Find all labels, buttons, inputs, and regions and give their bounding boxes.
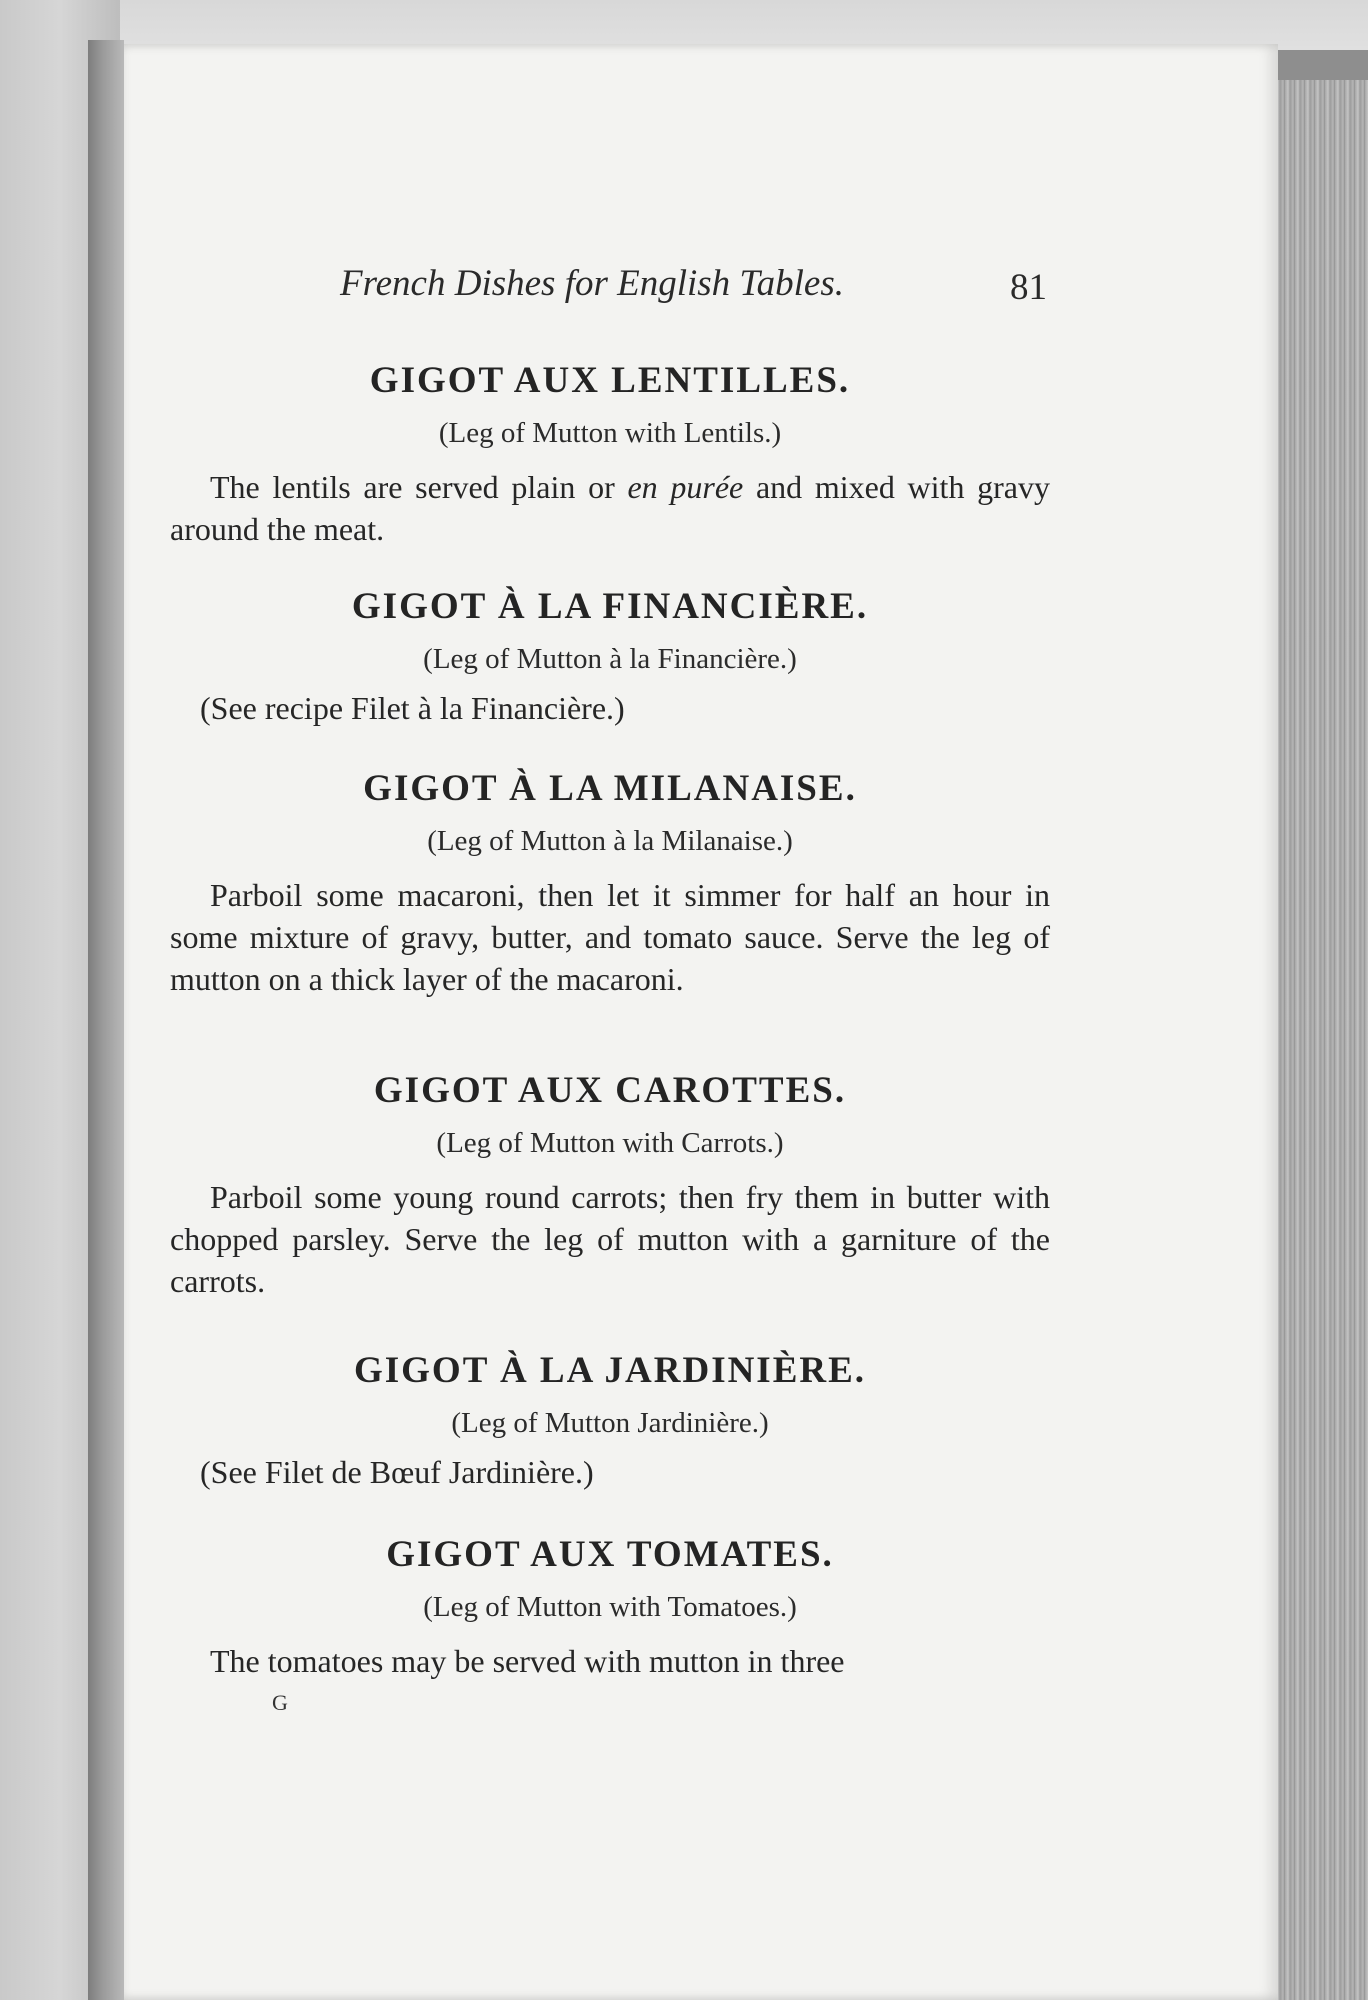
spine-shadow	[88, 40, 124, 2000]
recipe-body-text: The lentils are served plain or en purée and mixed with gravy around the meat.	[170, 469, 1051, 547]
recipe-subtitle: (Leg of Mutton à la Milanaise.)	[427, 825, 793, 857]
recipe-title: GIGOT À LA MILANAISE.	[363, 768, 857, 809]
recipe-note: (See recipe Filet à la Financière.)	[200, 690, 625, 726]
recipe-title: GIGOT AUX CAROTTES.	[373, 1070, 847, 1111]
recipe-gigot-a-la-jardiniere	[170, 1352, 1050, 1488]
italic-phrase: en purée	[627, 469, 744, 505]
recipe-title: GIGOT AUX LENTILLES.	[369, 360, 851, 401]
recipe-title: GIGOT AUX TOMATES.	[386, 1534, 834, 1575]
scan-border-top	[0, 0, 1368, 50]
book-page	[116, 44, 1278, 2000]
recipe-title: GIGOT À LA FINANCIÈRE.	[351, 586, 869, 627]
running-head: French Dishes for English Tables.	[340, 263, 844, 304]
recipe-body: Parboil some macaroni, then let it simmer for half an hour in some mixture of gravy, butter, and tomato sauce. Serve the leg of mutton on a thick layer of the macaroni.	[170, 877, 1050, 997]
recipe-gigot-a-la-financiere	[170, 588, 1050, 724]
recipe-title: GIGOT À LA JARDINIÈRE.	[353, 1350, 867, 1391]
recipe-body: The tomatoes may be served with mutton in three	[210, 1643, 845, 1679]
recipe-gigot-aux-carottes	[170, 1072, 1050, 1302]
signature-mark: G	[272, 1690, 288, 1715]
page-number: 81	[1010, 267, 1047, 308]
page-edges	[1275, 80, 1368, 2000]
recipe-gigot-aux-tomates	[170, 1536, 1050, 1682]
recipe-note: (See Filet de Bœuf Jardinière.)	[200, 1454, 594, 1490]
recipe-subtitle: (Leg of Mutton Jardinière.)	[451, 1407, 769, 1439]
recipe-subtitle: (Leg of Mutton with Carrots.)	[436, 1127, 784, 1159]
recipe-body: Parboil some young round carrots; then fry them in butter with chopped parsley. Serve the leg of mutton with a garniture of the carrots.	[170, 1179, 1050, 1299]
recipe-subtitle: (Leg of Mutton with Lentils.)	[438, 417, 782, 449]
recipe-gigot-aux-lentilles	[170, 362, 1050, 550]
recipe-body	[170, 466, 1050, 550]
recipe-subtitle: (Leg of Mutton à la Financière.)	[423, 643, 797, 675]
recipe-subtitle: (Leg of Mutton with Tomatoes.)	[423, 1591, 797, 1623]
recipe-gigot-a-la-milanaise	[170, 770, 1050, 1000]
